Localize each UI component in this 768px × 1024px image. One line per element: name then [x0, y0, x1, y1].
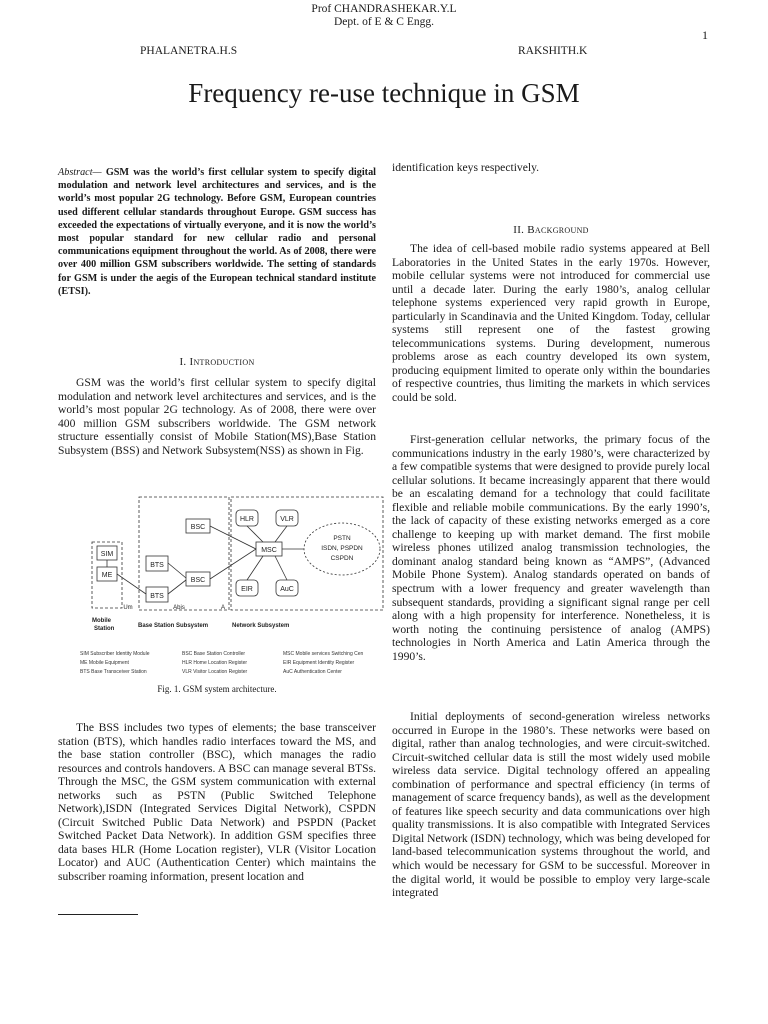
right-continuation: identification keys respectively.: [392, 161, 540, 174]
isdn-label: ISDN, PSPDN: [321, 545, 363, 552]
pstn-label: PSTN: [333, 535, 351, 542]
sim-label: SIM: [100, 551, 114, 558]
legend-bts: BTS Base Transceiver Station: [80, 669, 147, 675]
legend-vlr: VLR Visitor Location Register: [182, 669, 248, 675]
bsc1-msc-link: [210, 526, 256, 549]
background-paragraph-3: Initial deployments of second-generation wireless networks occurred in Europe in the 1980’s. These networks were based on digital, rather than analog technologies, and were circuit-switched. Circuit-switched cellular data is still the most widely used mobile wireless data service. Digital technology offered an appealing combination of performance and spectral efficiency (in terms of management of scarce frequency bands), as well as the development of features like speech security and data communications over high quality transmissions. It is also compatible with Integrated Services Digital Network (ISDN) technology, which was being developed for land-based telecommunication systems throughout the world, and which would be necessary for GSM to be successful. Moreover in the digital world, it would be possible to employ very large-scale integrated: [392, 710, 710, 900]
legend-hlr: HLR Home Location Register: [182, 660, 248, 666]
hlr-label: HLR: [239, 516, 255, 523]
figure-caption: Fig. 1. GSM system architecture.: [157, 684, 277, 694]
legend-me: ME Mobile Equipment: [80, 660, 129, 666]
background-paragraph-2: First-generation cellular networks, the primary focus of the communications industry in the early 1980’s, were characterized by a few compatible systems that were designed to provide purely local cellular solutions. It became increasingly apparent that there would be an escalating demand for a technology that could facilitate flexible and reliable mobile communications. By the early 1990’s, the lack of capacity of these existing networks emerged as a core challenge to keeping up with market demand. The first mobile wireless phones utilized analog transmission technologies, the dominant analog standard being known as “AMPS”, (Advanced Mobile Phone System). Analog standards operated on bands of spectrum with a lower frequency and greater wavelength than subsequent standards, providing a significant signal range per cell along with a high propensity for interference. Nonetheless, it is worth noting the continuing persistence of analog (AMPS) technologies in North America and Latin America through the 1990’s.: [392, 433, 710, 663]
vlr-link: [275, 526, 287, 542]
vlr-label: VLR: [280, 516, 294, 523]
intro-paragraph-1: GSM was the world’s first cellular system to specify digital modulation and network level architectures and services, and is the world’s most popular 2G technology. As of 2008, there were over 400 million GSM subscribers worldwide. The GSM network structure essentially consist of Mobile Station(MS),Base Station Subsystem (BSS) and Network Subsystem(NSS) as shown in Fig.: [58, 376, 376, 457]
intro-heading-text: I. Introduction: [179, 356, 255, 368]
advisor-name: Prof CHANDRASHEKAR.Y.L: [311, 3, 457, 15]
bss-group-label: Base Station Subsystem: [138, 623, 209, 629]
a-label: A: [220, 605, 226, 611]
author-left: PHALANETRA.H.S: [140, 45, 238, 57]
bsc2-label: BSC: [190, 577, 206, 584]
bts2-label: BTS: [150, 593, 164, 600]
bsc2-msc-link: [210, 549, 256, 579]
me-label: ME: [101, 572, 113, 579]
legend-auc: AuC Authentication Center: [283, 669, 342, 675]
department: Dept. of E & C Engg.: [334, 16, 434, 28]
page-number: 1: [702, 28, 708, 42]
legend-eir: EIR Equipment Identity Register: [283, 660, 355, 666]
section-heading-introduction: [58, 356, 376, 368]
author-right: RAKSHITH.K: [518, 45, 588, 57]
ms-group-label-2: Station: [94, 626, 115, 632]
eir-label: EIR: [241, 586, 253, 593]
paper-title: Frequency re-use technique in GSM: [188, 78, 580, 108]
bts1-bsc-link: [168, 563, 186, 578]
bts2-bsc-link: [168, 580, 186, 594]
um-label: Um: [123, 605, 133, 611]
legend-sim: SIM Subscriber Identity Module: [80, 651, 150, 657]
eir-link: [247, 556, 263, 580]
intro-paragraph-2: The BSS includes two types of elements; the base transceiver station (BTS), which handles radio interfaces toward the MS, and the base station controller (BSC), which manages the radio resources and controls handovers. A BSC can manage several BTSs. Through the MSC, the GSM system communication with external networks such as PSTN (Public Switched Telephone Network),ISDN (Integrated Services Digital Network), CSPDN (Circuit Switched Public Data Network) and PSPDN (Packet Switched Packet Data Network). In addition GSM specifies three data bases HLR (Home Location register), VLR (Visitor Location Locator) and AUC (Authentication Center) which maintains the subscriber roaming information, present location and: [58, 721, 376, 884]
legend-msc: MSC Mobile services Switching Cen: [283, 651, 364, 657]
nss-group-label: Network Subsystem: [232, 623, 290, 629]
footnote-rule: [58, 914, 138, 915]
background-paragraph-1: The idea of cell-based mobile radio systems appeared at Bell Laboratories in the United States in the early 1970s. However, mobile cellular systems were not introduced for commercial use until a decade later. During the early 1980’s, analog cellular telephone systems experienced very rapid growth in Europe, particularly in Scandinavia and the United Kingdom. Today, cellular systems still represent one of the fastest growing telecommunications systems. During development, numerous problems arose as each country developed its own system, producing equipment limited to operate only within the boundaries of respective countries, thus limiting the markets in which services could be sold.: [392, 242, 710, 405]
section-heading-background: [392, 224, 710, 236]
legend-bsc: BSC Base Station Controller: [182, 651, 246, 657]
gsm-architecture-figure: [80, 494, 386, 694]
auc-label: AuC: [280, 586, 294, 593]
me-bts-link: [117, 574, 146, 594]
background-heading-text: II. Background: [513, 224, 589, 236]
msc-label: MSC: [261, 547, 277, 554]
hlr-link: [247, 526, 263, 542]
nss-group-box: [231, 497, 383, 610]
bsc1-label: BSC: [190, 524, 206, 531]
abstract-text: GSM was the world’s first cellular system to specify digital modulation and network level architectures and services, and is the world’s most popular 2G technology. Before GSM, European countries used different cellular standards throughout Europe. GSM success has exceeded the expectations of virtually everyone, and it is now the world’s most popular standard for new cellular radio and personal communications equipment throughout the world. As of 2008, there were over 400 million GSM subscribers worldwide. The setting of standards for GSM is under the aegis of the European technical standard institute (ETSI).: [58, 167, 376, 297]
ms-group-label-1: Mobile: [92, 618, 111, 624]
abstract-label: Abstract—: [58, 167, 102, 178]
auc-link: [275, 556, 287, 580]
cspdn-label: CSPDN: [330, 555, 354, 562]
abis-label: Abis: [173, 605, 185, 611]
abstract: [58, 166, 376, 298]
bts1-label: BTS: [150, 562, 164, 569]
